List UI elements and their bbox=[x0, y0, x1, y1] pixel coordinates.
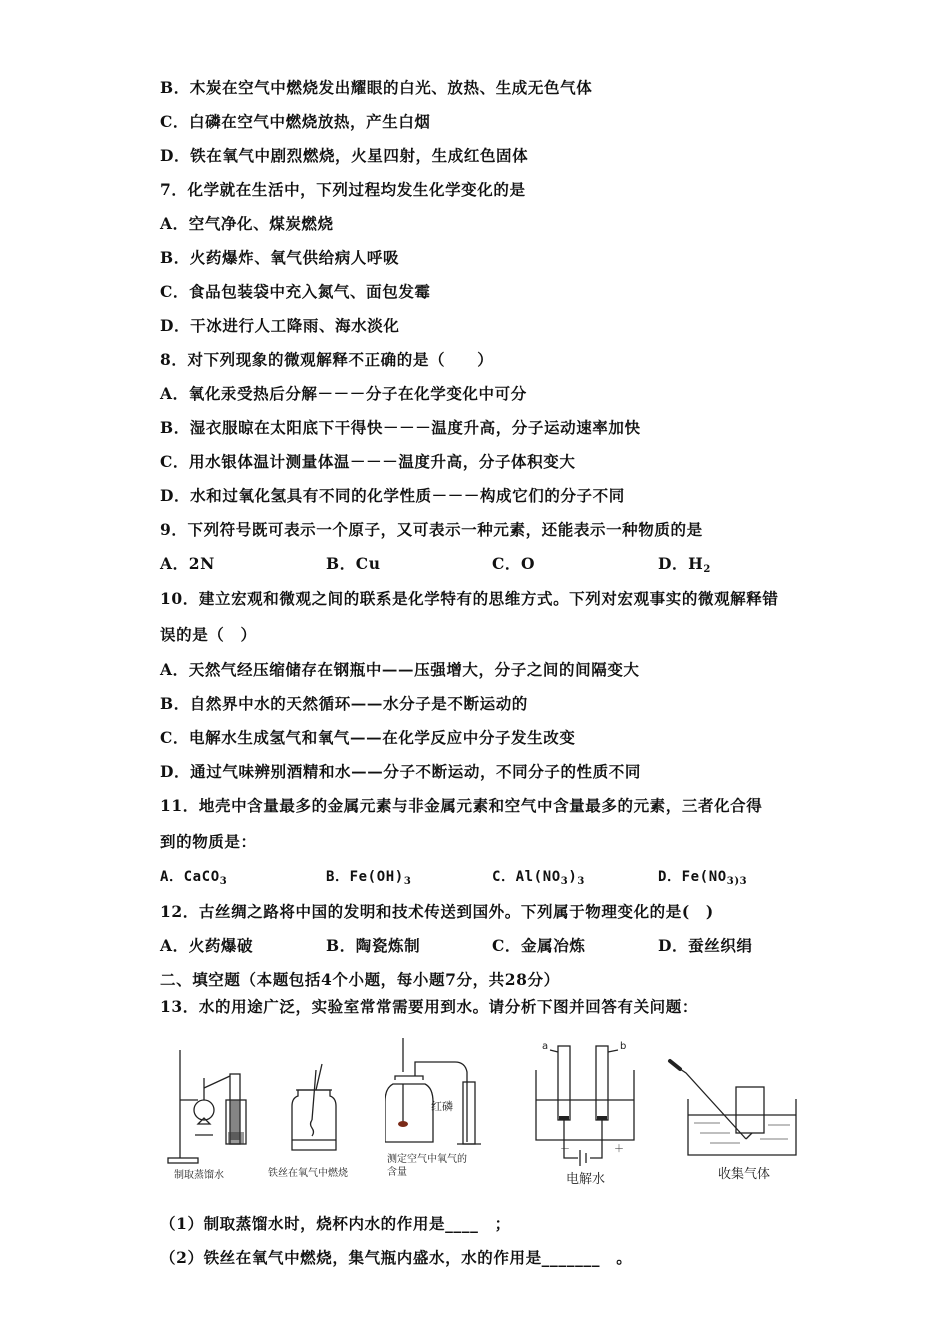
q9-option-d-text: D．H bbox=[658, 554, 704, 573]
q11-option-a bbox=[160, 866, 227, 887]
q11-option-b-subscript: 3 bbox=[403, 876, 412, 887]
q12-stem: 12．古丝绸之路将中国的发明和技术传送到国外。下列属于物理变化的是( ) bbox=[160, 902, 714, 921]
q10-option-c: C．电解水生成氢气和氧气——在化学反应中分子发生改变 bbox=[160, 728, 576, 747]
q8-option-d: D．水和过氧化氢具有不同的化学性质－－－构成它们的分子不同 bbox=[160, 486, 625, 505]
q7-option-d: D．干冰进行人工降雨、海水淡化 bbox=[160, 316, 400, 335]
q7-stem: 7．化学就在生活中，下列过程均发生化学变化的是 bbox=[160, 180, 526, 199]
caption-iron-wire: 铁丝在氧气中燃烧 bbox=[268, 1168, 348, 1179]
q7-option-c: C．食品包装袋中充入氮气、面包发霉 bbox=[160, 282, 431, 301]
q11-stem-line2: 到的物质是： bbox=[160, 832, 257, 851]
q11-option-d-text: D．Fe(NO bbox=[658, 869, 727, 885]
q11-option-d bbox=[658, 866, 747, 887]
label-positive-pole: ＋ bbox=[614, 1144, 624, 1155]
iron-wire-jar-drawing bbox=[268, 1060, 368, 1180]
q11-option-c-paren: ) bbox=[568, 869, 578, 885]
figure-iron-wire-burning bbox=[268, 1060, 368, 1180]
q11-option-b bbox=[326, 866, 411, 887]
q11-option-a-text: A．CaCO bbox=[160, 869, 220, 885]
q12-option-a: A．火药爆破 bbox=[160, 936, 254, 955]
q10-option-a: A．天然气经压缩储存在钢瓶中——压强增大，分子之间的间隔变大 bbox=[160, 660, 640, 679]
label-negative-pole: － bbox=[560, 1144, 570, 1155]
q11-option-c bbox=[492, 866, 585, 887]
q8-stem: 8．对下列现象的微观解释不正确的是（ ） bbox=[160, 350, 494, 369]
q6-option-c: C．白磷在空气中燃烧放热，产生白烟 bbox=[160, 112, 431, 131]
q11-option-d-subscript: 3)3 bbox=[726, 876, 748, 887]
q11-option-b-text: B．Fe(OH) bbox=[326, 869, 404, 885]
q9-option-d-subscript: 2 bbox=[703, 564, 711, 575]
caption-oxygen-content-line1: 测定空气中氧气的 bbox=[387, 1154, 467, 1165]
q7-option-b: B．火药爆炸、氧气供给病人呼吸 bbox=[160, 248, 400, 267]
electrolysis-apparatus-drawing bbox=[530, 1040, 640, 1185]
q13-subquestion-1: （1）制取蒸馏水时，烧杯内水的作用是____ ； bbox=[160, 1214, 511, 1233]
q12-option-c: C．金属冶炼 bbox=[492, 936, 586, 955]
figure-gas-collection bbox=[660, 1055, 800, 1185]
q6-option-b: B．木炭在空气中燃烧发出耀眼的白光、放热、生成无色气体 bbox=[160, 78, 593, 97]
q12-option-b: B．陶瓷炼制 bbox=[326, 936, 421, 955]
distillation-apparatus-drawing bbox=[162, 1040, 262, 1180]
q13-stem: 13．水的用途广泛，实验室常常需要用到水。请分析下图并回答有关问题： bbox=[160, 997, 698, 1016]
q9-stem: 9．下列符号既可表示一个原子，又可表示一种元素，还能表示一种物质的是 bbox=[160, 520, 703, 539]
q10-option-b: B．自然界中水的天然循环——水分子是不断运动的 bbox=[160, 694, 528, 713]
q11-option-a-subscript: 3 bbox=[219, 876, 228, 887]
q11-option-c-text: C．Al(NO bbox=[492, 869, 561, 885]
q11-option-c-subscript-1: 3 bbox=[560, 876, 569, 887]
figure-electrolysis bbox=[530, 1040, 640, 1185]
figure-distillation bbox=[162, 1040, 262, 1180]
section-2-title: 二、填空题（本题包括4个小题，每小题7分，共28分） bbox=[160, 970, 560, 989]
q11-stem-line1: 11．地壳中含量最多的金属元素与非金属元素和空气中含量最多的元素，三者化合得 bbox=[160, 796, 763, 815]
figure-oxygen-content bbox=[385, 1032, 500, 1182]
label-red-phosphorus: 红磷 bbox=[431, 1100, 453, 1113]
q10-option-d: D．通过气味辨别酒精和水——分子不断运动，不同分子的性质不同 bbox=[160, 762, 641, 781]
caption-gas-collection: 收集气体 bbox=[718, 1167, 771, 1182]
caption-distillation: 制取蒸馏水 bbox=[174, 1170, 224, 1181]
q8-option-a: A．氧化汞受热后分解－－－分子在化学变化中可分 bbox=[160, 384, 527, 403]
q9-option-d bbox=[658, 552, 711, 575]
q6-option-d: D．铁在氧气中剧烈燃烧，火星四射，生成红色固体 bbox=[160, 146, 529, 165]
q9-option-c: C．O bbox=[492, 554, 536, 573]
q7-option-a: A．空气净化、煤炭燃烧 bbox=[160, 214, 334, 233]
label-electrode-a: a bbox=[542, 1041, 549, 1052]
q11-option-c-subscript-2: 3 bbox=[577, 876, 585, 887]
q13-subquestion-2: （2）铁丝在氧气中燃烧，集气瓶内盛水，水的作用是_______ 。 bbox=[160, 1248, 633, 1267]
label-electrode-b: b bbox=[620, 1041, 627, 1052]
q8-option-b: B．湿衣服晾在太阳底下干得快－－－温度升高，分子运动速率加快 bbox=[160, 418, 641, 437]
q9-option-a: A．2N bbox=[160, 554, 215, 573]
q8-option-c: C．用水银体温计测量体温－－－温度升高，分子体积变大 bbox=[160, 452, 576, 471]
caption-electrolysis: 电解水 bbox=[566, 1172, 606, 1187]
q12-option-d: D．蚕丝织绢 bbox=[658, 936, 753, 955]
q10-stem-line2: 误的是（ ） bbox=[160, 625, 257, 644]
q10-stem-line1: 10．建立宏观和微观之间的联系是化学特有的思维方式。下列对宏观事实的微观解释错 bbox=[160, 589, 779, 608]
caption-oxygen-content-line2: 含量 bbox=[387, 1167, 407, 1178]
q9-option-b: B．Cu bbox=[326, 554, 381, 573]
